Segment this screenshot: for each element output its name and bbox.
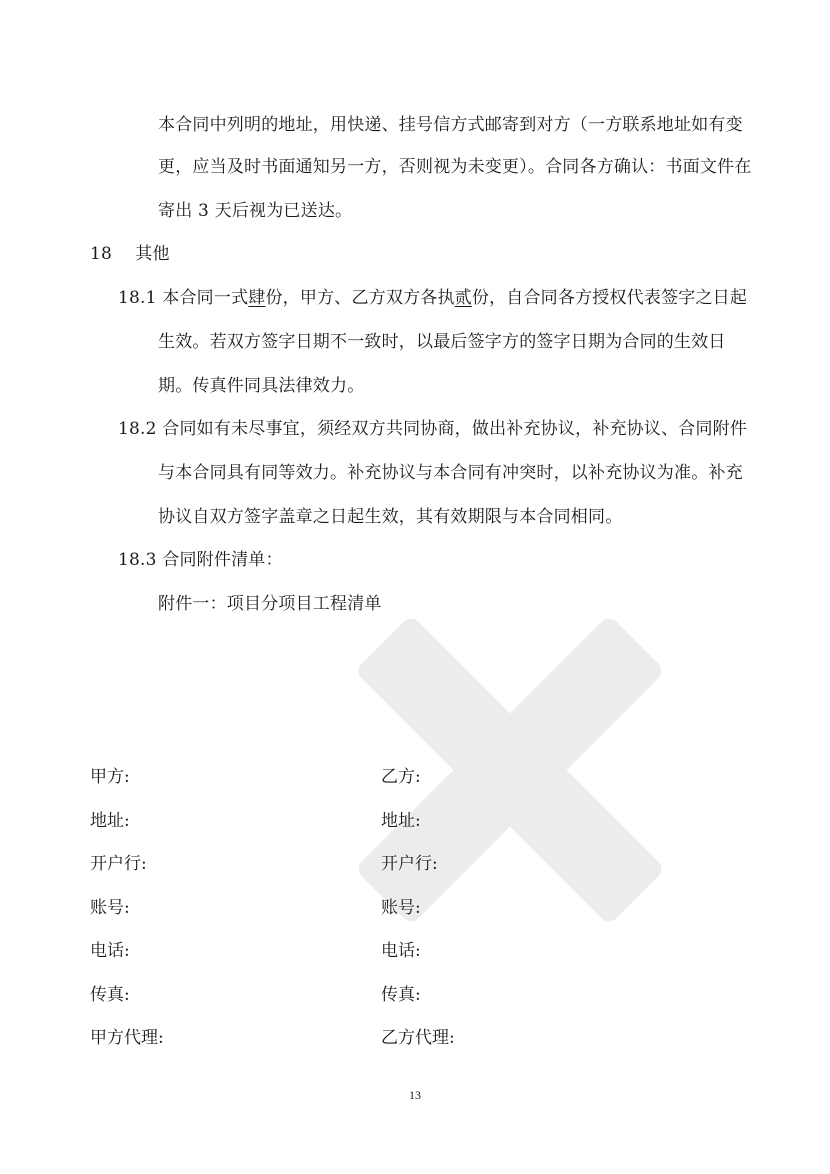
clause-number: 18.2 <box>118 419 157 439</box>
page-number: 13 <box>409 1088 421 1102</box>
party-a-phone-label: 电话: <box>90 941 130 961</box>
clause-text: 本合同一式 <box>162 288 249 308</box>
party-b-agent-label: 乙方代理: <box>381 1028 455 1048</box>
party-a-agent-label: 甲方代理: <box>90 1028 164 1048</box>
clause-text: 合同附件清单： <box>162 550 283 570</box>
clause-18-2-line-3: 协议自双方签字盖章之日起生效，其有效期限与本合同相同。 <box>158 507 623 527</box>
party-b-name-label: 乙方: <box>381 767 421 787</box>
section-title: 其他 <box>135 244 170 264</box>
clause-18-1-line-3: 期。传真件同具法律效力。 <box>158 376 365 396</box>
clause-17-line-2: 更，应当及时书面通知另一方，否则视为未变更）。合同各方确认：书面文件在 <box>158 157 752 177</box>
copies-each-value: 贰 <box>454 288 472 308</box>
clause-17-line-3: 寄出 3 天后视为已送达。 <box>158 201 353 221</box>
attachment-1: 附件一：项目分项目工程清单 <box>158 594 382 614</box>
clause-18-3-line-1 <box>118 548 283 572</box>
party-a-name-label: 甲方: <box>90 767 130 787</box>
party-b-fax-label: 传真: <box>381 985 421 1005</box>
party-b-address-label: 地址: <box>381 811 421 831</box>
watermark-logo-icon <box>213 473 807 1067</box>
party-a-fax-label: 传真: <box>90 985 130 1005</box>
clause-text: 份，自合同各方授权代表签字之日起 <box>471 288 748 308</box>
clause-text: 份，甲方、乙方双方各执 <box>265 288 455 308</box>
party-b-bank-label: 开户行: <box>381 854 438 874</box>
party-a-address-label: 地址: <box>90 811 130 831</box>
party-b-phone-label: 电话: <box>381 941 421 961</box>
party-a-account-label: 账号: <box>90 898 130 918</box>
clause-18-1-line-1 <box>118 286 747 310</box>
party-a-bank-label: 开户行: <box>90 854 147 874</box>
clause-number: 18.3 <box>118 550 157 570</box>
party-b-account-label: 账号: <box>381 898 421 918</box>
clause-18-2-line-1 <box>118 417 747 441</box>
clause-18-1-line-2: 生效。若双方签字日期不一致时，以最后签字方的签字日期为合同的生效日 <box>158 332 726 352</box>
section-18-heading <box>90 242 170 266</box>
section-number: 18 <box>90 244 113 264</box>
clause-number: 18.1 <box>118 288 157 308</box>
clause-text: 合同如有未尽事宜，须经双方共同协商，做出补充协议，补充协议、合同附件 <box>162 419 748 439</box>
copies-total-value: 肆 <box>248 288 266 308</box>
clause-18-2-line-2: 与本合同具有同等效力。补充协议与本合同有冲突时，以补充协议为准。补充 <box>158 463 743 483</box>
clause-17-line-1: 本合同中列明的地址，用快递、挂号信方式邮寄到对方（一方联系地址如有变 <box>158 115 743 135</box>
